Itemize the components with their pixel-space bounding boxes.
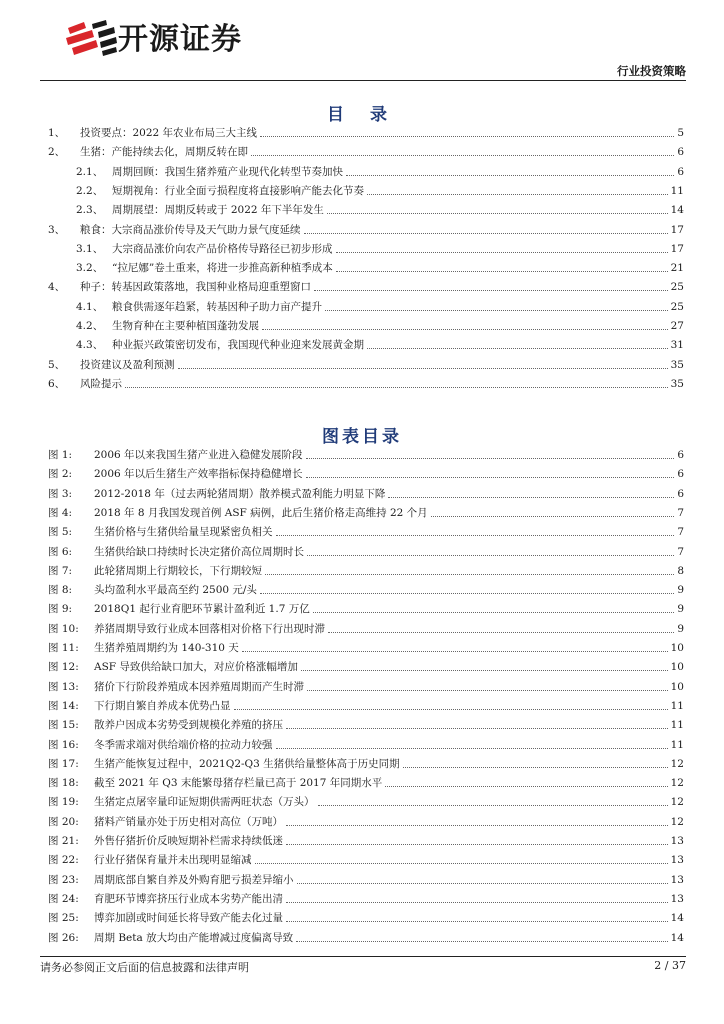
figure-entry[interactable] xyxy=(48,541,684,559)
figure-entry-text: 生猪养殖周期约为 140-310 天 xyxy=(94,642,239,654)
toc-entry-text: 投资建议及盈利预测 xyxy=(80,358,175,371)
figure-entry-number: 图 8: xyxy=(48,584,73,597)
figure-entry-number: 图 5: xyxy=(48,526,73,539)
figure-entry-page: 13 xyxy=(670,873,684,886)
toc-entry-page: 14 xyxy=(670,204,684,217)
figure-entry-text: 周期底部自繁自养及外购育肥亏损差异缩小 xyxy=(94,873,294,886)
figure-entry-number: 图 9: xyxy=(48,603,73,616)
figure-entry-number: 图 12: xyxy=(48,661,79,674)
dot-leader xyxy=(328,632,674,633)
toc-entry-page: 6 xyxy=(677,165,684,178)
figure-entry-text: 下行期自繁自养成本优势凸显 xyxy=(94,699,231,712)
toc-entry-page: 21 xyxy=(670,262,684,275)
figure-entry[interactable] xyxy=(48,791,684,809)
dot-leader xyxy=(306,458,675,459)
figure-entry-page: 8 xyxy=(677,564,684,577)
figure-entry-page: 13 xyxy=(670,854,684,867)
figure-entry-number: 图 17: xyxy=(48,757,79,770)
figure-entry-text: 冬季需求端对供给端价格的拉动力较强 xyxy=(94,738,273,751)
figure-entry-number: 图 7: xyxy=(48,564,73,577)
toc-entry-text: 风险提示 xyxy=(80,377,122,390)
toc-entry-page: 5 xyxy=(677,127,684,139)
dot-leader xyxy=(276,535,675,536)
dot-leader xyxy=(286,844,668,845)
header-divider xyxy=(40,80,686,81)
toc-entry-page: 6 xyxy=(677,146,684,159)
dot-leader xyxy=(251,155,674,156)
toc-entry-number: 1、 xyxy=(48,127,66,139)
figure-entry-page: 13 xyxy=(670,835,684,847)
figure-entry-number: 图 15: xyxy=(48,719,79,732)
figure-entry[interactable] xyxy=(48,888,684,906)
toc-entry[interactable] xyxy=(76,199,684,217)
figure-entry-text: 2018 年 8 月我国发现首例 ASF 病例，此后生猪价格走高维持 22 个月 xyxy=(94,506,428,519)
figure-entry[interactable] xyxy=(48,483,684,501)
figure-entry[interactable] xyxy=(48,907,684,925)
figure-entry-page: 10 xyxy=(670,680,684,693)
toc-entry-page: 27 xyxy=(670,320,684,332)
dot-leader xyxy=(125,387,668,388)
toc-entry[interactable] xyxy=(48,141,684,159)
toc-entry-number: 6、 xyxy=(48,377,66,390)
toc-entry[interactable] xyxy=(48,276,684,294)
figure-entry[interactable] xyxy=(48,463,684,481)
toc-entry-text: 短期视角：行业全面亏损程度将直接影响产能去化节奏 xyxy=(112,184,364,197)
figure-entry-text: 周期 Beta 放大均由产能增减过度偏离导致 xyxy=(94,931,294,944)
figure-entry[interactable] xyxy=(48,811,684,829)
toc-entry-text: “拉尼娜”卷土重来，将进一步推高新种植季成本 xyxy=(112,262,333,275)
footer-divider xyxy=(40,956,686,957)
toc-entry-text: 生猪：产能持续去化，周期反转在即 xyxy=(80,146,248,159)
figure-entry[interactable] xyxy=(48,502,684,520)
toc-entry-number: 4、 xyxy=(48,281,66,294)
figure-entry-page: 9 xyxy=(677,603,684,616)
figure-entry-text: 育肥环节博弈挤压行业成本劣势产能出清 xyxy=(94,892,283,905)
figure-entry-number: 图 2: xyxy=(48,468,73,481)
figure-entry-number: 图 19: xyxy=(48,796,79,809)
toc-entry[interactable] xyxy=(48,122,684,140)
figure-entry-text: 博弈加剧或时间延长将导致产能去化过量 xyxy=(94,912,283,925)
toc-entry-text: 大宗商品涨价向农产品价格传导路径已初步形成 xyxy=(112,242,333,255)
dot-leader xyxy=(388,497,674,498)
figure-entry-page: 12 xyxy=(670,777,684,790)
figure-entry-page: 14 xyxy=(670,912,684,925)
figure-entry-number: 图 16: xyxy=(48,738,79,751)
figure-entry-text: ASF 导致供给缺口加大，对应价格涨幅增加 xyxy=(94,661,298,674)
dot-leader xyxy=(403,767,668,768)
toc-entry-number: 3、 xyxy=(48,223,66,236)
figure-entry-page: 13 xyxy=(670,892,684,905)
toc-entry-text: 投资要点：2022 年农业布局三大主线 xyxy=(80,127,258,139)
toc-entry-number: 2.2、 xyxy=(76,184,104,197)
figure-entry-number: 图 1: xyxy=(48,449,73,461)
figure-entry-number: 图 11: xyxy=(48,642,79,654)
dot-leader xyxy=(260,593,674,594)
dot-leader xyxy=(314,290,668,291)
toc-entry-page: 11 xyxy=(670,184,684,197)
dot-leader xyxy=(286,921,668,922)
figure-entry-page: 14 xyxy=(670,931,684,944)
toc-title: 目 录 xyxy=(327,105,397,125)
toc-entry-number: 3.1、 xyxy=(76,242,104,255)
figure-entry[interactable] xyxy=(48,521,684,539)
dot-leader xyxy=(234,709,668,710)
figure-entry-text: 生猪价格与生猪供给量呈现紧密负相关 xyxy=(94,526,273,539)
dot-leader xyxy=(301,670,668,671)
figure-entry-number: 图 18: xyxy=(48,777,79,790)
figure-entry[interactable] xyxy=(48,618,684,636)
toc-entry-page: 35 xyxy=(670,358,684,371)
toc-entry[interactable] xyxy=(76,334,684,352)
figure-entry-page: 12 xyxy=(670,757,684,770)
figure-entry-page: 6 xyxy=(677,468,684,481)
toc-entry-text: 种业振兴政策密切发布，我国现代种业迎来发展黄金期 xyxy=(112,339,364,352)
brand-name: 开源证券 xyxy=(118,22,242,57)
figure-entry-number: 图 26: xyxy=(48,931,79,944)
dot-leader xyxy=(346,175,674,176)
toc-entry-number: 4.3、 xyxy=(76,339,104,352)
figure-entry[interactable] xyxy=(48,734,684,752)
toc-entry-text: 粮食供需逐年趋紧，转基因种子助力亩产提升 xyxy=(112,300,322,313)
footer-disclaimer: 请务必参阅正文后面的信息披露和法律声明 xyxy=(40,961,249,974)
figure-entry[interactable] xyxy=(48,637,684,655)
dot-leader xyxy=(306,477,675,478)
dot-leader xyxy=(325,310,668,311)
figure-entry-text: 猪价下行阶段养殖成本因养殖周期而产生时滞 xyxy=(94,680,304,693)
toc-entry-number: 2.3、 xyxy=(76,204,104,217)
dot-leader xyxy=(276,748,668,749)
figure-entry[interactable] xyxy=(48,927,684,945)
toc-entry-number: 2、 xyxy=(48,146,66,159)
dot-leader xyxy=(307,555,674,556)
dot-leader xyxy=(327,213,668,214)
figure-entry[interactable] xyxy=(48,772,684,790)
figure-entry-number: 图 24: xyxy=(48,892,79,905)
figure-entry-page: 11 xyxy=(670,699,684,712)
report-type-label: 行业投资策略 xyxy=(617,64,686,78)
figure-entry-page: 7 xyxy=(677,506,684,519)
figure-entry-page: 12 xyxy=(670,815,684,828)
figure-entry-number: 图 22: xyxy=(48,854,79,867)
dot-leader xyxy=(178,368,668,369)
dot-leader xyxy=(296,941,668,942)
figure-entry-text: 截至 2021 年 Q3 末能繁母猪存栏量已高于 2017 年同期水平 xyxy=(94,777,383,790)
toc-entry-page: 31 xyxy=(670,339,684,352)
dot-leader xyxy=(336,252,668,253)
figure-entry[interactable] xyxy=(48,656,684,674)
dot-leader xyxy=(318,805,668,806)
dot-leader xyxy=(385,786,667,787)
figure-entry[interactable] xyxy=(48,753,684,771)
figure-entry-text: 头均盈利水平最高至约 2500 元/头 xyxy=(94,584,257,597)
figure-entry-page: 6 xyxy=(677,449,684,461)
figure-entry-text: 行业仔猪保育量并未出现明显缩减 xyxy=(94,854,252,867)
figure-entry-page: 11 xyxy=(670,738,684,751)
toc-entry-number: 2.1、 xyxy=(76,165,104,178)
figure-entry[interactable] xyxy=(48,695,684,713)
dot-leader xyxy=(262,329,668,330)
figure-entry-page: 9 xyxy=(677,622,684,635)
figure-entry-page: 6 xyxy=(677,487,684,500)
figure-entry-page: 10 xyxy=(670,642,684,654)
figure-entry-number: 图 13: xyxy=(48,680,79,693)
figure-entry[interactable] xyxy=(48,849,684,867)
figure-entry-number: 图 23: xyxy=(48,873,79,886)
figure-list-title: 图表目录 xyxy=(322,427,402,447)
figure-entry-page: 9 xyxy=(677,584,684,597)
figure-entry-page: 7 xyxy=(677,526,684,539)
figure-entry-text: 生猪供给缺口持续时长决定猪价高位周期时长 xyxy=(94,545,304,558)
dot-leader xyxy=(286,728,668,729)
toc-entry-number: 4.1、 xyxy=(76,300,104,313)
dot-leader xyxy=(255,863,668,864)
figure-entry-text: 此轮猪周期上行期较长，下行期较短 xyxy=(94,564,262,577)
figure-entry-number: 图 4: xyxy=(48,506,73,519)
figure-entry-text: 生猪定点屠宰量印证短期供需两旺状态（万头） xyxy=(94,796,315,809)
figure-entry-number: 图 21: xyxy=(48,835,79,847)
toc-entry-page: 25 xyxy=(670,300,684,313)
toc-entry-number: 3.2、 xyxy=(76,262,104,275)
toc-entry-text: 周期展望：周期反转或于 2022 年下半年发生 xyxy=(112,204,324,217)
toc-entry[interactable] xyxy=(76,315,684,333)
figure-entry[interactable] xyxy=(48,598,684,616)
toc-entry[interactable] xyxy=(48,354,684,372)
toc-entry-text: 周期回顾：我国生猪养殖产业现代化转型节奏加快 xyxy=(112,165,343,178)
toc-entry[interactable] xyxy=(76,161,684,179)
dot-leader xyxy=(286,902,668,903)
dot-leader xyxy=(297,883,668,884)
figure-entry-number: 图 25: xyxy=(48,912,79,925)
figure-entry[interactable] xyxy=(48,444,684,462)
figure-entry-text: 养猪周期导致行业成本回落相对价格下行出现时滞 xyxy=(94,622,325,635)
figure-entry-text: 2006 年以后生猪生产效率指标保持稳健增长 xyxy=(94,468,303,481)
toc-entry-number: 4.2、 xyxy=(76,320,104,332)
figure-entry-text: 2018Q1 起行业育肥环节累计盈利近 1.7 万亿 xyxy=(94,603,310,616)
figure-entry-text: 散养户因成本劣势受到规模化养殖的挤压 xyxy=(94,719,283,732)
dot-leader xyxy=(367,194,668,195)
dot-leader xyxy=(260,136,674,137)
dot-leader xyxy=(304,233,668,234)
toc-entry-page: 17 xyxy=(670,242,684,255)
figure-entry[interactable] xyxy=(48,676,684,694)
toc-entry[interactable] xyxy=(48,373,684,391)
figure-entry[interactable] xyxy=(48,714,684,732)
figure-entry-page: 12 xyxy=(670,796,684,809)
dot-leader xyxy=(242,651,668,652)
toc-entry-text: 生物育种在主要种植国蓬勃发展 xyxy=(112,320,259,332)
toc-entry[interactable] xyxy=(48,219,684,237)
toc-entry[interactable] xyxy=(76,296,684,314)
figure-entry[interactable] xyxy=(48,560,684,578)
dot-leader xyxy=(431,516,675,517)
toc-entry[interactable] xyxy=(76,257,684,275)
toc-entry-page: 25 xyxy=(670,281,684,294)
figure-entry-number: 图 6: xyxy=(48,545,73,558)
figure-entry-page: 11 xyxy=(670,719,684,732)
figure-entry-page: 7 xyxy=(677,545,684,558)
figure-entry[interactable] xyxy=(48,830,684,848)
toc-entry[interactable] xyxy=(76,238,684,256)
toc-entry-number: 5、 xyxy=(48,358,66,371)
page-number: 2 / 37 xyxy=(654,959,686,972)
toc-entry-text: 粮食：大宗商品涨价传导及天气助力景气度延续 xyxy=(80,223,301,236)
toc-entry-page: 17 xyxy=(670,223,684,236)
figure-entry-text: 2006 年以来我国生猪产业进入稳健发展阶段 xyxy=(94,449,303,461)
figure-entry-text: 生猪产能恢复过程中，2021Q2-Q3 生猪供给量整体高于历史同期 xyxy=(94,757,400,770)
toc-entry[interactable] xyxy=(76,180,684,198)
figure-entry-text: 猪料产销量亦处于历史相对高位（万吨） xyxy=(94,815,283,828)
dot-leader xyxy=(307,690,668,691)
figure-entry-number: 图 10: xyxy=(48,622,79,635)
dot-leader xyxy=(313,612,675,613)
figure-entry[interactable] xyxy=(48,869,684,887)
toc-entry-page: 35 xyxy=(670,377,684,390)
figure-entry-text: 外售仔猪折价反映短期补栏需求持续低迷 xyxy=(94,835,283,847)
figure-entry-number: 图 14: xyxy=(48,699,79,712)
figure-entry-number: 图 20: xyxy=(48,815,79,828)
figure-entry[interactable] xyxy=(48,579,684,597)
toc-entry-text: 种子：转基因政策落地，我国种业格局迎重塑窗口 xyxy=(80,281,311,294)
figure-entry-page: 10 xyxy=(670,661,684,674)
dot-leader xyxy=(367,348,668,349)
figure-entry-number: 图 3: xyxy=(48,487,73,500)
dot-leader xyxy=(286,825,668,826)
dot-leader xyxy=(336,271,668,272)
dot-leader xyxy=(265,574,674,575)
figure-entry-text: 2012-2018 年（过去两轮猪周期）散养模式盈利能力明显下降 xyxy=(94,487,386,500)
